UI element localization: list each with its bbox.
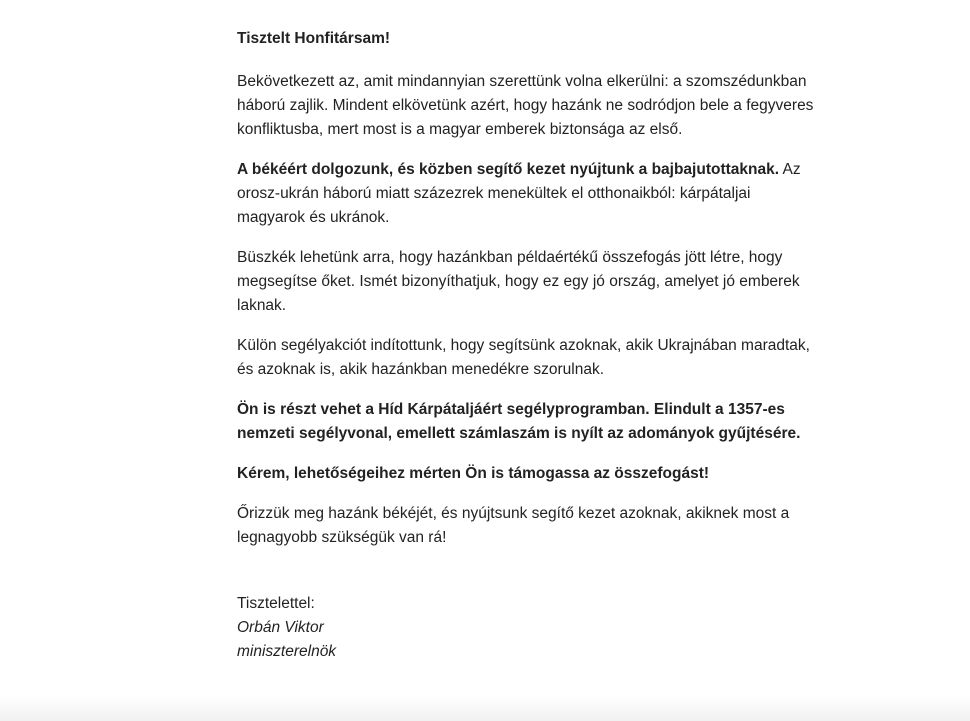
letter-paragraph-7: Őrizzük meg hazánk békéjét, és nyújtsunk segítő kezet azoknak, akiknek most a legnagyobb szükségük van rá!: [237, 505, 790, 546]
letter-paragraph-2-text: Az orosz-ukrán háború miatt százezrek menekültek el otthonaikból: kárpátaljai magyarok és ukránok.: [237, 161, 801, 226]
letter-paragraph-4: Külön segélyakciót indítottunk, hogy segítsünk azoknak, akik Ukrajnában maradtak, és azoknak is, akik hazánkban menedékre szorulnak.: [237, 337, 810, 378]
letter-paragraph-1: Bekövetkezett az, amit mindannyian szerettünk volna elkerülni: a szomszédunkban háború zajlik. Mindent elkövetünk azért, hogy hazánk ne sodródjon bele a fegyveres konfliktusba, mert most is a magyar emberek biztonsága az első.: [237, 73, 814, 138]
letter-paragraph-2: [237, 158, 817, 230]
letter-body: [237, 27, 817, 664]
letter-greeting: Tisztelt Honfitársam!: [237, 30, 391, 47]
letter-signature-name: Orbán Viktor: [237, 619, 324, 636]
letter-paragraph-6: Kérem, lehetőségeihez mérten Ön is támogassa az összefogást!: [237, 465, 710, 482]
letter-signoff: [237, 592, 817, 664]
letter-signature-title: miniszterelnök: [237, 643, 337, 660]
bottom-fade: [0, 695, 970, 721]
letter-paragraph-3: Büszkék lehetünk arra, hogy hazánkban példaértékű összefogás jött létre, hogy megsegítse őket. Ismét bizonyíthatjuk, hogy ez egy jó ország, amelyet jó emberek laknak.: [237, 249, 800, 314]
letter-closing: Tisztelettel:: [237, 595, 315, 612]
letter-paragraph-2-emphasis: A békéért dolgozunk, és közben segítő kezet nyújtunk a bajbajutottaknak.: [237, 161, 780, 178]
letter-paragraph-5: Ön is részt vehet a Híd Kárpátaljáért segélyprogramban. Elindult a 1357-es nemzeti segélyvonal, emellett számlaszám is nyílt az adományok gyűjtésére.: [237, 401, 801, 442]
